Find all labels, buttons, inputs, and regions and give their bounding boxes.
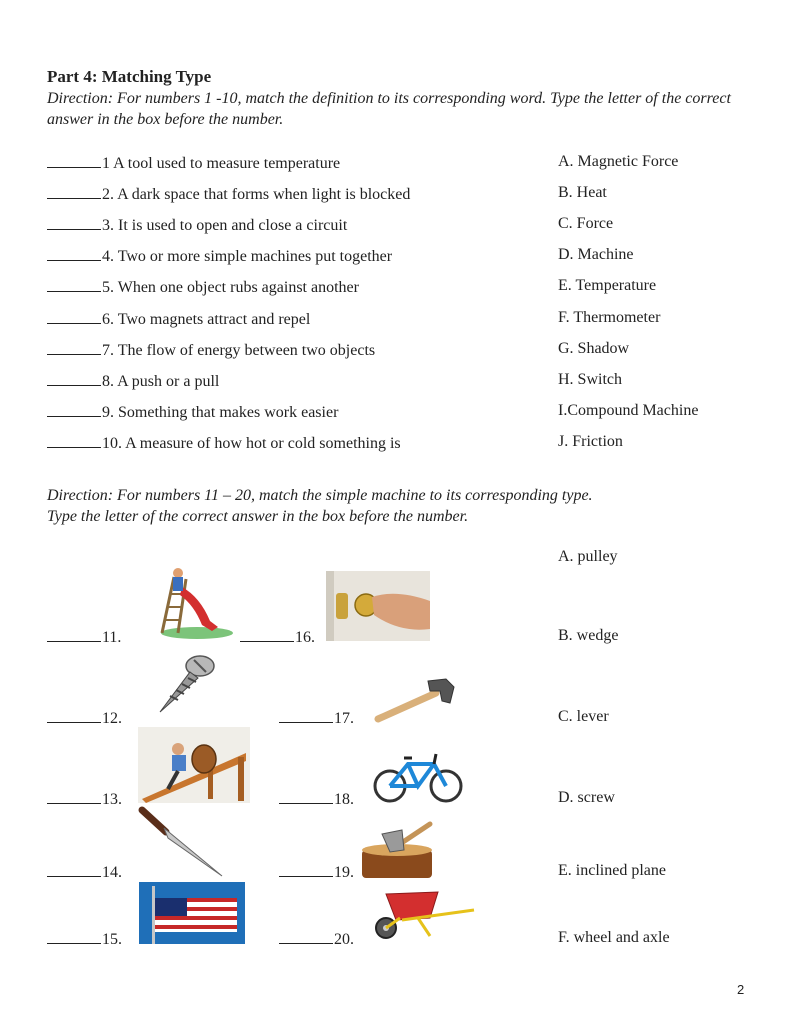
item-11: 11. [47, 627, 121, 647]
answer-option: D. Machine [558, 246, 634, 263]
direction-2-line2: Type the letter of the correct answer in the box before the number. [47, 508, 469, 525]
answer-blank[interactable] [47, 929, 101, 944]
question-row: 6. Two magnets attract and repel [47, 309, 310, 329]
machine-type: A. pulley [558, 548, 618, 565]
question-row: 7. The flow of energy between two objects [47, 340, 375, 360]
answer-blank[interactable] [47, 627, 101, 642]
answer-option: F. Thermometer [558, 309, 661, 326]
machine-type: D. screw [558, 789, 615, 806]
answer-option: E. Temperature [558, 277, 657, 294]
page-number: 2 [737, 982, 745, 997]
item-17: 17. [279, 708, 354, 728]
knife-icon [138, 806, 224, 880]
ramp-barrel-icon [138, 727, 250, 803]
answer-option: J. Friction [558, 433, 623, 450]
answer-blank[interactable] [47, 215, 101, 230]
item-20: 20. [279, 929, 354, 949]
answer-blank[interactable] [47, 708, 101, 723]
item-15: 15. [47, 929, 122, 949]
answer-blank[interactable] [47, 433, 101, 448]
question-row: 1 A tool used to measure temperature [47, 153, 340, 173]
section-title: Part 4: Matching Type [47, 67, 212, 86]
answer-blank[interactable] [47, 371, 101, 386]
answer-option: H. Switch [558, 371, 622, 388]
bicycle-icon [372, 748, 464, 804]
wheelbarrow-icon [372, 888, 476, 946]
question-row: 9. Something that makes work easier [47, 402, 338, 422]
question-row: 2. A dark space that forms when light is blocked [47, 184, 410, 204]
direction-2-line1: Direction: For numbers 11 – 20, match the simple machine to its corresponding type. [47, 487, 593, 504]
question-row: 8. A push or a pull [47, 371, 219, 391]
item-12: 12. [47, 708, 122, 728]
machine-type: B. wedge [558, 627, 619, 644]
hammer-icon [372, 675, 458, 725]
answer-blank[interactable] [47, 246, 101, 261]
item-18: 18. [279, 789, 354, 809]
answer-blank[interactable] [47, 184, 101, 199]
machine-type: F. wheel and axle [558, 929, 670, 946]
doorknob-icon [326, 571, 430, 641]
slide-icon [152, 565, 234, 641]
direction-1: Direction: For numbers 1 -10, match the definition to its corresponding word. Type the letter of the correct answer in the box before the number. [47, 90, 731, 128]
answer-blank[interactable] [47, 153, 101, 168]
answer-blank[interactable] [279, 789, 333, 804]
answer-blank[interactable] [47, 309, 101, 324]
answer-option: A. Magnetic Force [558, 153, 679, 170]
axe-stump-icon [360, 820, 440, 880]
answer-blank[interactable] [47, 402, 101, 417]
answer-option: G. Shadow [558, 340, 630, 357]
answer-blank[interactable] [47, 340, 101, 355]
answer-blank[interactable] [240, 627, 294, 642]
question-row: 10. A measure of how hot or cold something is [47, 433, 401, 453]
answer-option: C. Force [558, 215, 614, 232]
machine-type: E. inclined plane [558, 862, 666, 879]
answer-blank[interactable] [47, 277, 101, 292]
answer-blank[interactable] [279, 862, 333, 877]
answer-option: I.Compound Machine [558, 402, 699, 419]
item-16: 16. [240, 627, 315, 647]
item-13: 13. [47, 789, 122, 809]
flag-icon [139, 882, 245, 944]
machine-type: C. lever [558, 708, 609, 725]
answer-blank[interactable] [47, 789, 101, 804]
question-row: 3. It is used to open and close a circuit [47, 215, 347, 235]
answer-blank[interactable] [47, 862, 101, 877]
answer-blank[interactable] [279, 708, 333, 723]
answer-option: B. Heat [558, 184, 607, 201]
item-14: 14. [47, 862, 122, 882]
screw-icon [150, 652, 218, 716]
item-19: 19. [279, 862, 354, 882]
question-row: 4. Two or more simple machines put together [47, 246, 392, 266]
answer-blank[interactable] [279, 929, 333, 944]
question-row: 5. When one object rubs against another [47, 277, 359, 297]
